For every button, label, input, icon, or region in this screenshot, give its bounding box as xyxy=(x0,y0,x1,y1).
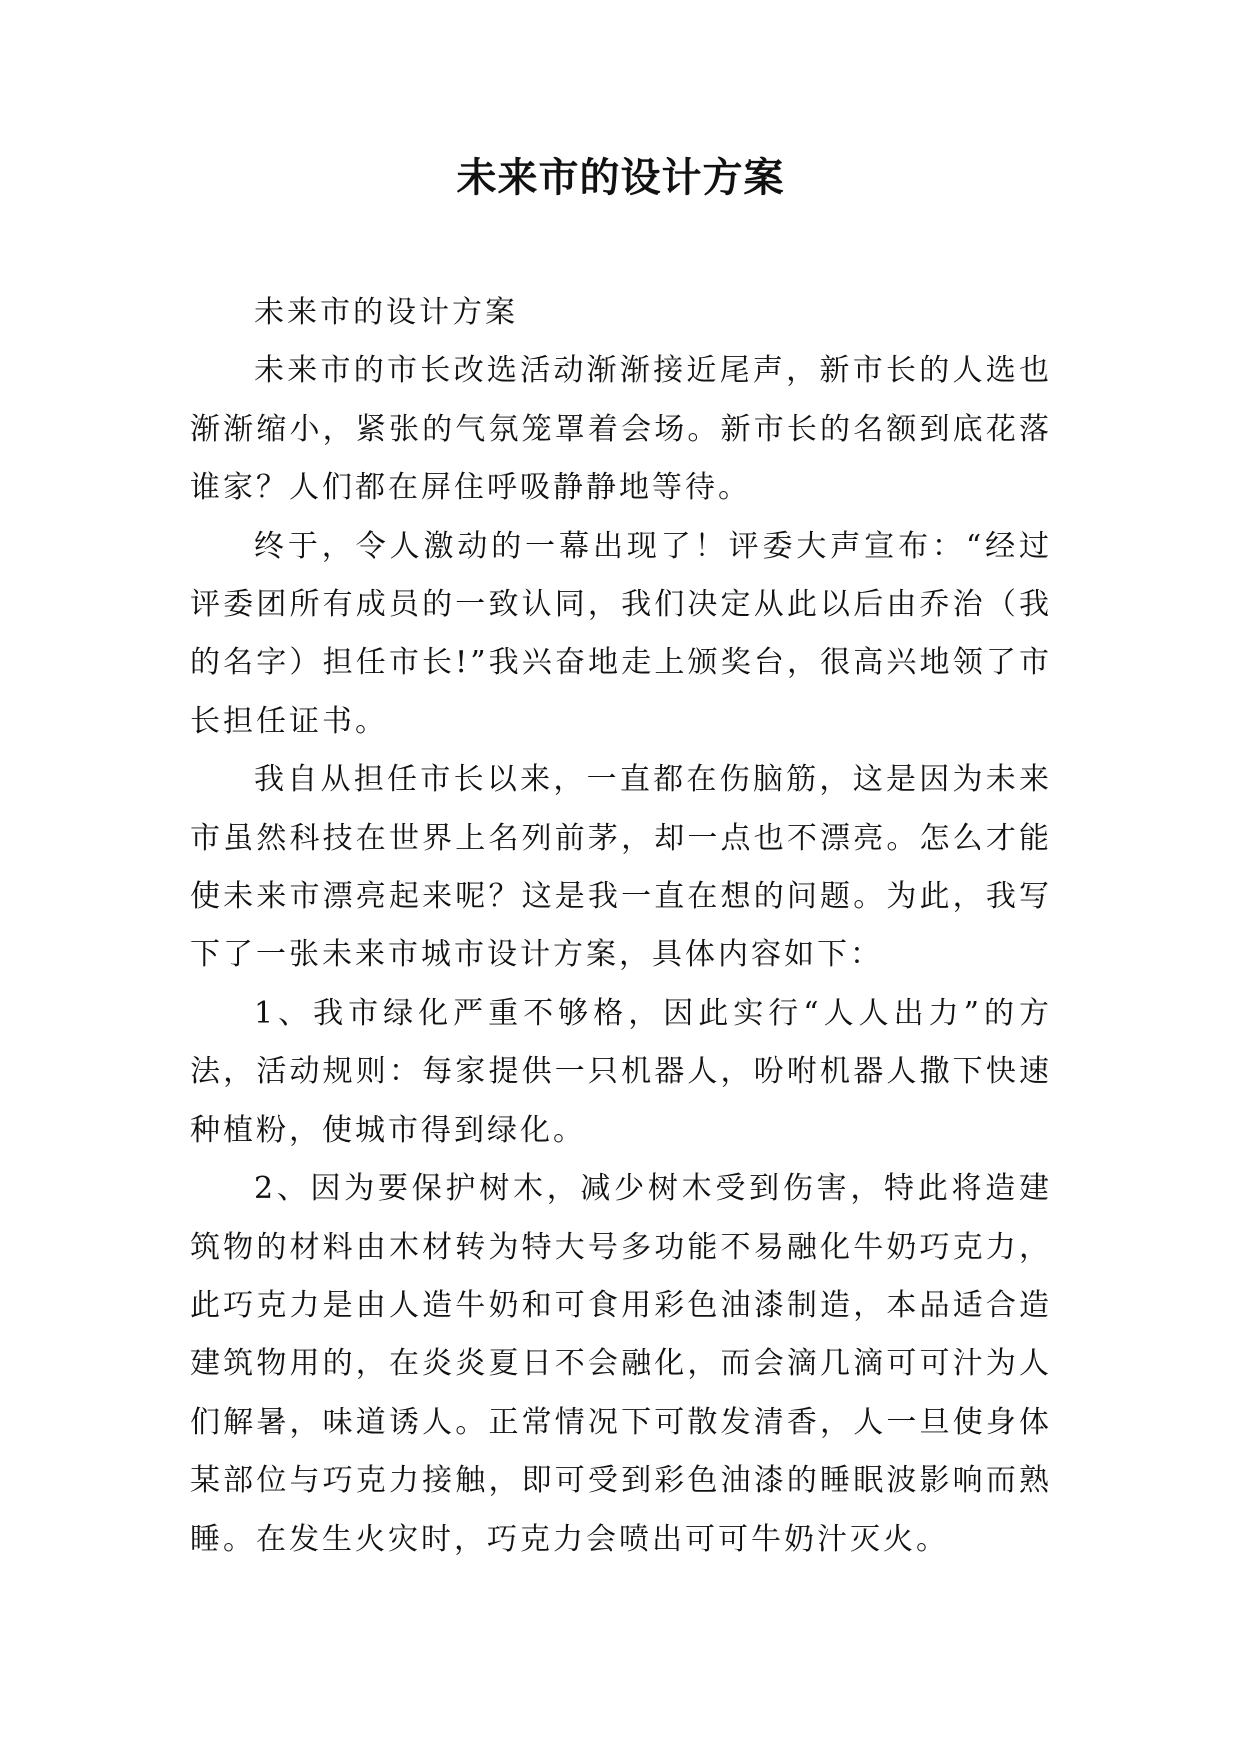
paragraph-item-1: 1、我市绿化严重不够格，因此实行“人人出力”的方法，活动规则：每家提供一只机器人，吩咐机器人撒下快速种植粉，使城市得到绿化。 xyxy=(190,995,1052,1148)
document-title: 未来市的设计方案 xyxy=(456,155,785,201)
subtitle-paragraph: 未来市的设计方案 xyxy=(254,295,518,330)
paragraph-announcement: 终于，令人激动的一幕出现了！评委大声宣布：“经过评委团所有成员的一致认同，我们决定从此以后由乔治（我的名字）担任市长!”我兴奋地走上颁奖台，很高兴地领了市长担任证书。 xyxy=(190,528,1052,739)
paragraph-plan-intro: 我自从担任市长以来，一直都在伤脑筋，这是因为未来市虽然科技在世界上名列前茅，却一点也不漂亮。怎么才能使未来市漂亮起来呢？这是我一直在想的问题。为此，我写下了一张未来市城市设计方案，具体内容如下： xyxy=(190,762,1052,973)
paragraph-item-2: 2、因为要保护树木，减少树木受到伤害，特此将造建筑物的材料由木材转为特大号多功能不易融化牛奶巧克力，此巧克力是由人造牛奶和可食用彩色油漆制造，本品适合造建筑物用的，在炎炎夏日不会融化，而会滴几滴可可汁为人们解暑，味道诱人。正常情况下可散发清香，人一旦使身体某部位与巧克力接触，即可受到彩色油漆的睡眠波影响而熟睡。在发生火灾时，巧克力会喷出可可牛奶汁灭火。 xyxy=(190,1171,1052,1557)
document-body xyxy=(190,284,1052,1569)
paragraph-election: 未来市的市长改选活动渐渐接近尾声，新市长的人选也渐渐缩小，紧张的气氛笼罩着会场。新市长的名额到底花落谁家？人们都在屏住呼吸静静地等待。 xyxy=(190,353,1052,506)
